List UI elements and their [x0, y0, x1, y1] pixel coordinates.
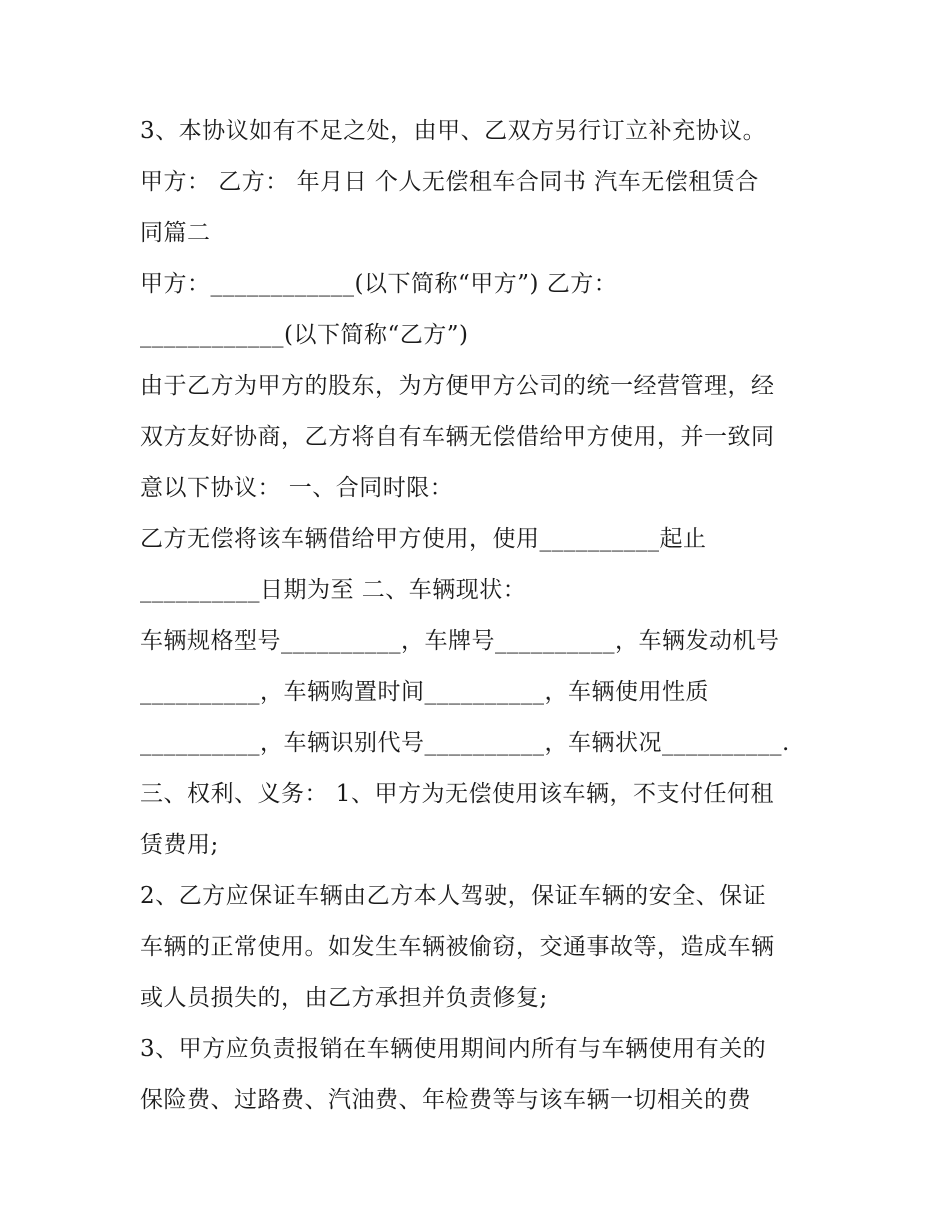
- text-line: 或人员损失的，由乙方承担并负责修复;: [140, 985, 548, 1011]
- text-line: 甲方： 乙方： 年月日 个人无偿租车合同书 汽车无偿租赁合: [140, 169, 759, 195]
- text-line: 甲方：____________(以下简称“甲方”) 乙方：: [140, 271, 618, 297]
- text-line: 3、甲方应负责报销在车辆使用期间内所有与车辆使用有关的: [140, 1036, 767, 1062]
- text-line: 车辆的正常使用。如发生车辆被偷窃，交通事故等，造成车辆: [140, 934, 775, 960]
- text-line: 车辆规格型号__________，车牌号__________，车辆发动机号: [140, 628, 780, 654]
- text-line: 3、本协议如有不足之处，由甲、乙双方另行订立补充协议。: [140, 118, 767, 144]
- text-line: ____________(以下简称“乙方”): [140, 322, 469, 348]
- text-line: 同篇二: [140, 220, 211, 246]
- text-line: 三、权利、义务： 1、甲方为无偿使用该车辆，不支付任何租: [140, 781, 774, 807]
- text-line: 双方友好协商，乙方将自有车辆无偿借给甲方使用，并一致同: [140, 424, 775, 450]
- text-line: 2、乙方应保证车辆由乙方本人驾驶，保证车辆的安全、保证: [140, 883, 767, 909]
- text-line: __________日期为至 二、车辆现状：: [140, 577, 527, 603]
- text-line: 意以下协议： 一、合同时限：: [140, 475, 454, 501]
- document-body: [140, 106, 820, 1126]
- text-line: 保险费、过路费、汽油费、年检费等与该车辆一切相关的费: [140, 1087, 751, 1113]
- text-line: __________，车辆识别代号__________，车辆状况__________.: [140, 730, 790, 756]
- text-line: 乙方无偿将该车辆借给甲方使用，使用__________起止: [140, 526, 707, 552]
- text-line: __________，车辆购置时间__________，车辆使用性质: [140, 679, 709, 705]
- text-line: 赁费用;: [140, 832, 219, 858]
- text-line: 由于乙方为甲方的股东，为方便甲方公司的统一经营管理，经: [140, 373, 775, 399]
